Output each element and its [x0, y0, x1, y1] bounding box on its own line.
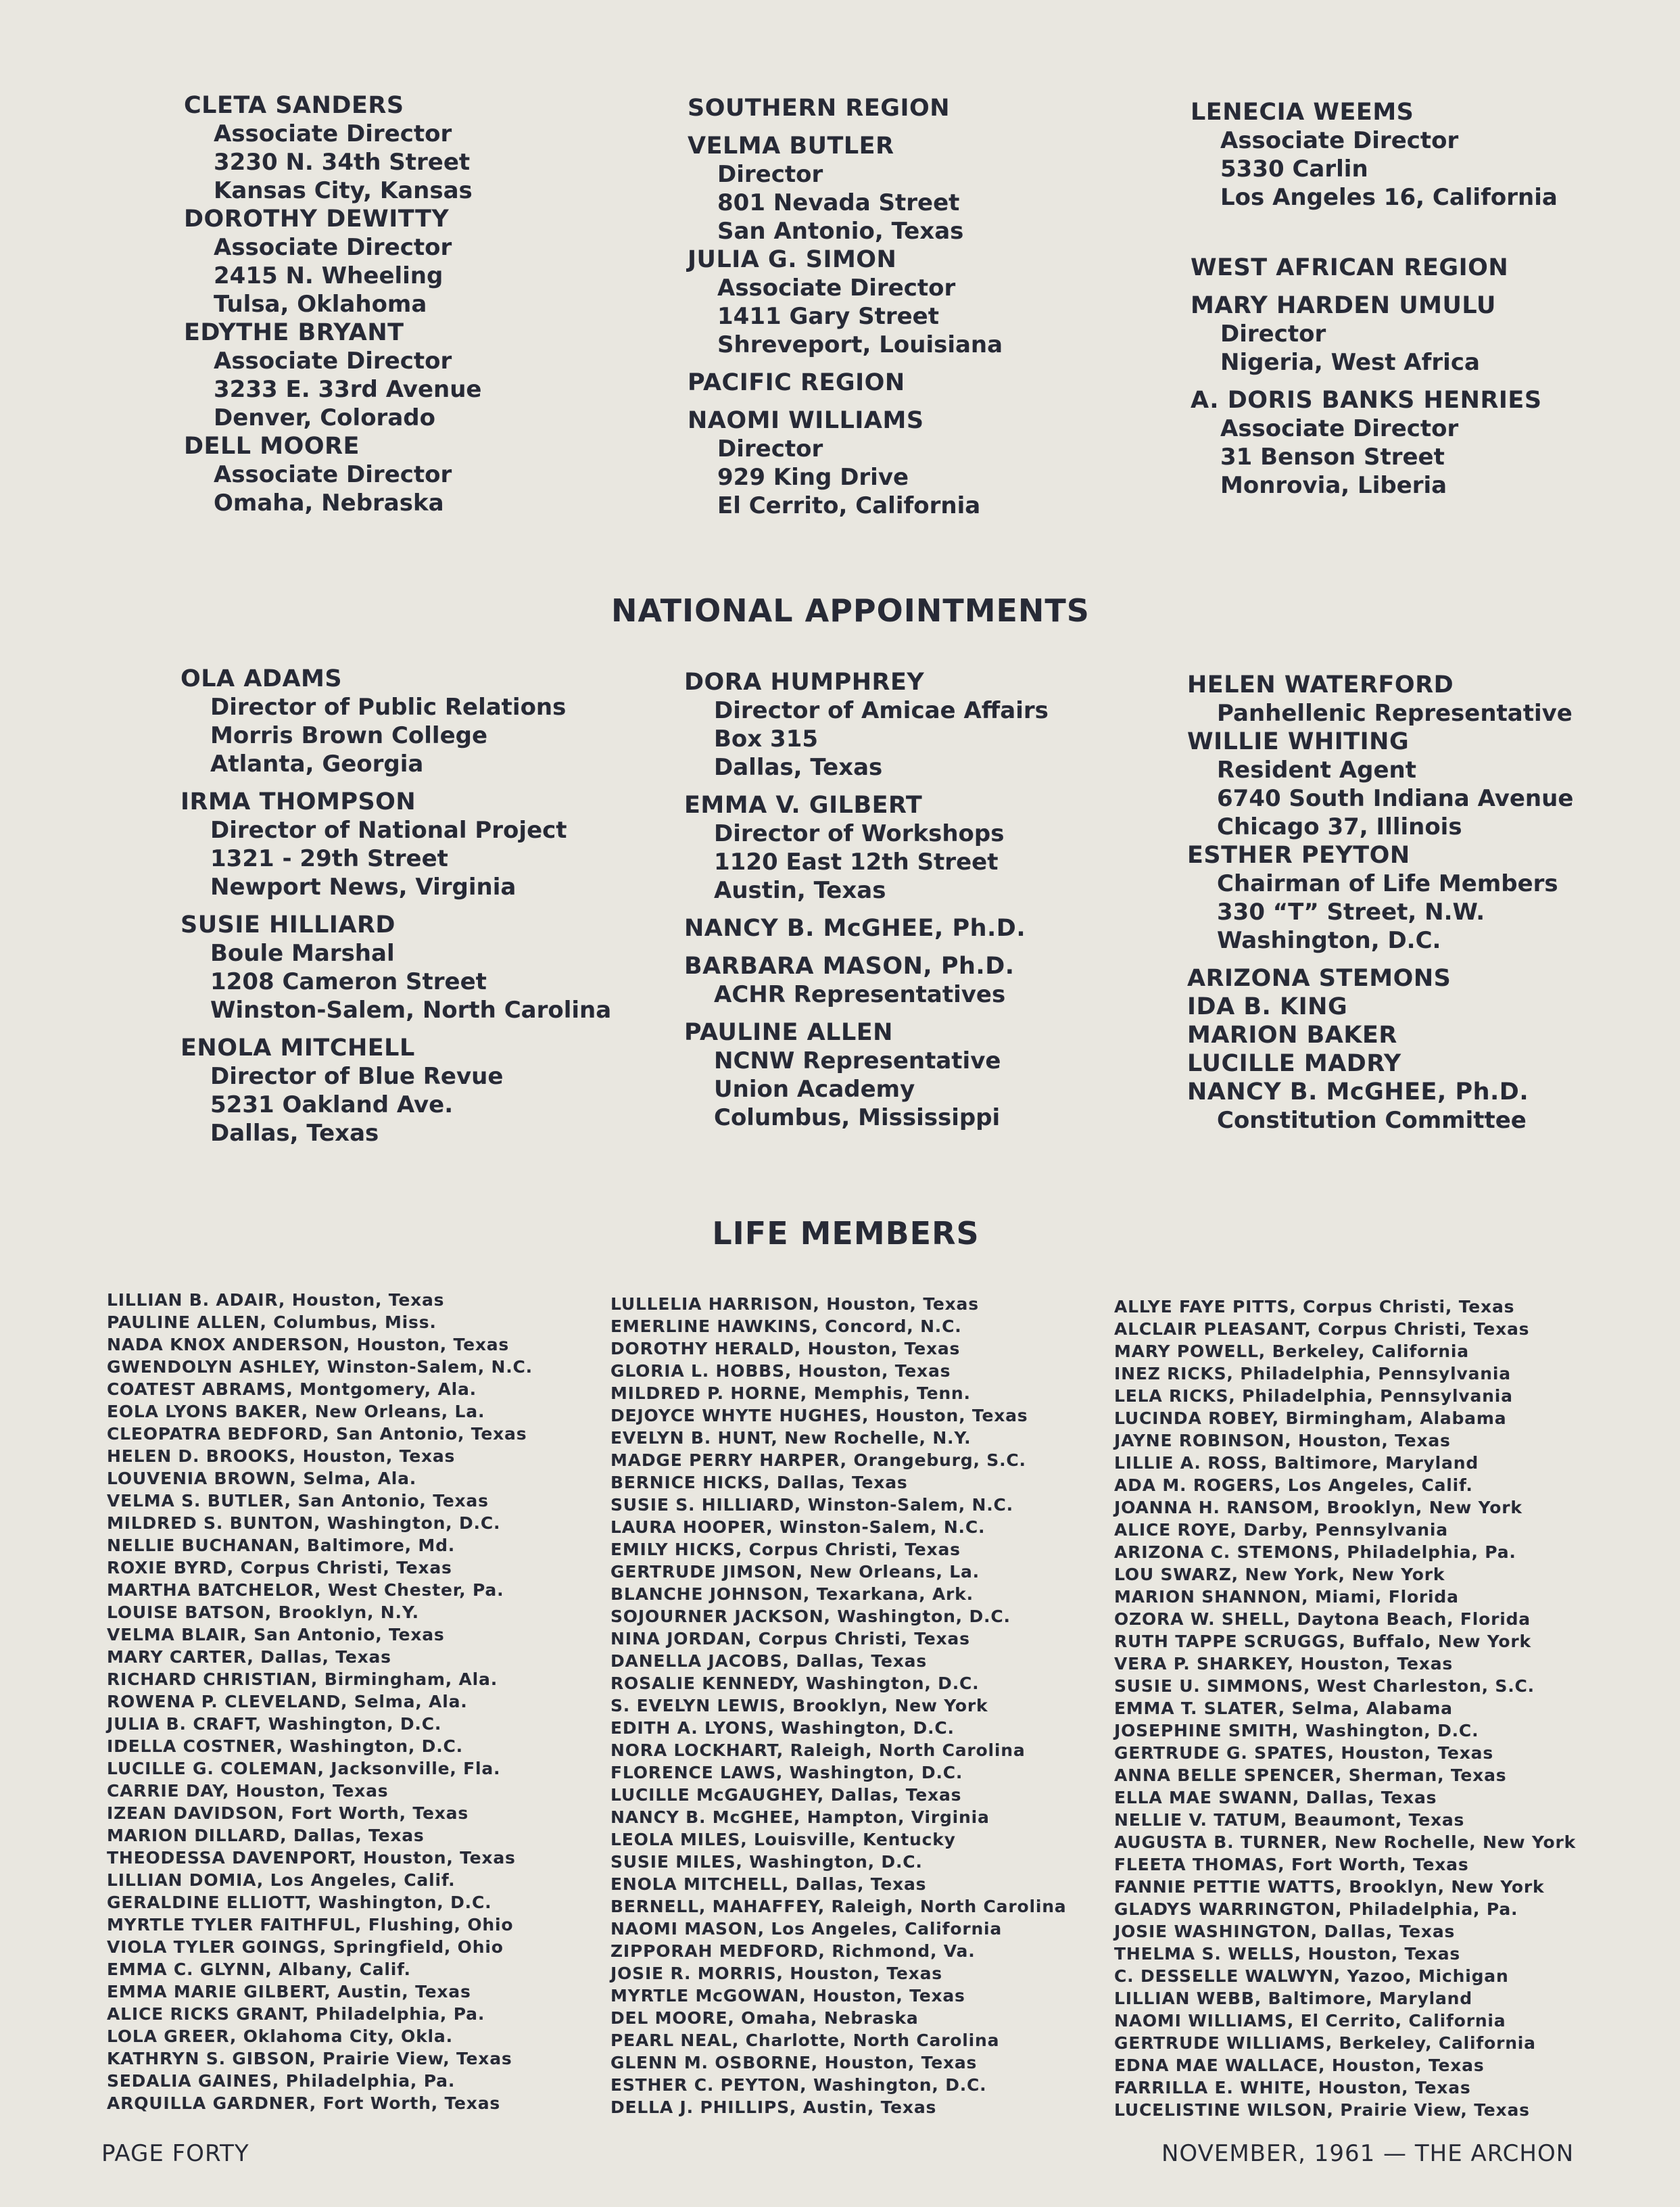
life-member-entry: SUSIE S. HILLIARD, Winston-Salem, N.C.	[610, 1495, 1013, 1515]
life-member-entry: EDNA MAE WALLACE, Houston, Texas	[1114, 2056, 1485, 2075]
life-member-entry: IZEAN DAVIDSON, Fort Worth, Texas	[107, 1803, 469, 1823]
life-member-entry: LOU SWARZ, New York, New York	[1114, 1565, 1445, 1584]
life-member-entry: LILLIE A. ROSS, Baltimore, Maryland	[1114, 1453, 1479, 1473]
life-member-entry: MILDRED P. HORNE, Memphis, Tenn.	[610, 1383, 971, 1403]
life-member-entry: ALCLAIR PLEASANT, Corpus Christi, Texas	[1114, 1319, 1530, 1339]
life-member-entry: MARION SHANNON, Miami, Florida	[1114, 1587, 1459, 1607]
life-member-entry: HELEN D. BROOKS, Houston, Texas	[107, 1446, 456, 1466]
entry-detail: ACHR Representatives	[714, 981, 1006, 1008]
life-member-entry: EVELYN B. HUNT, New Rochelle, N.Y.	[610, 1428, 971, 1448]
entry-name: CLETA SANDERS	[184, 92, 404, 119]
entry-detail: Director	[1220, 321, 1326, 348]
entry-detail: Chicago 37, Illinois	[1217, 813, 1462, 840]
entry-detail: Dallas, Texas	[210, 1120, 379, 1147]
life-member-entry: COATEST ABRAMS, Montgomery, Ala.	[107, 1379, 477, 1399]
life-member-entry: FLEETA THOMAS, Fort Worth, Texas	[1114, 1855, 1469, 1874]
life-member-entry: BLANCHE JOHNSON, Texarkana, Ark.	[610, 1584, 974, 1604]
life-member-entry: MYRTLE TYLER FAITHFUL, Flushing, Ohio	[107, 1915, 514, 1935]
life-member-entry: JOSEPHINE SMITH, Washington, D.C.	[1114, 1721, 1479, 1740]
entry-detail: Shreveport, Louisiana	[717, 331, 1003, 358]
life-member-entry: ROSALIE KENNEDY, Washington, D.C.	[610, 1674, 980, 1693]
life-member-entry: LOLA GREER, Oklahoma City, Okla.	[107, 2026, 453, 2046]
entry-detail: 3230 N. 34th Street	[214, 149, 471, 176]
life-member-entry: LULLELIA HARRISON, Houston, Texas	[610, 1294, 979, 1314]
entry-detail: Tulsa, Oklahoma	[214, 291, 427, 318]
life-member-entry: SUSIE U. SIMMONS, West Charleston, S.C.	[1114, 1676, 1535, 1696]
life-member-entry: SEDALIA GAINES, Philadelphia, Pa.	[107, 2071, 456, 2091]
entry-detail: Chairman of Life Members	[1217, 870, 1558, 897]
life-member-entry: OZORA W. SHELL, Daytona Beach, Florida	[1114, 1609, 1531, 1629]
pacific-region-heading: PACIFIC REGION	[688, 369, 905, 396]
entry-detail: 5231 Oakland Ave.	[210, 1091, 454, 1118]
life-member-entry: LAURA HOOPER, Winston-Salem, N.C.	[610, 1517, 986, 1537]
life-members-title: LIFE MEMBERS	[712, 1215, 980, 1252]
entry-name: A. DORIS BANKS HENRIES	[1191, 387, 1542, 414]
entry-detail: Associate Director	[214, 461, 452, 488]
entry-name: LENECIA WEEMS	[1191, 99, 1414, 126]
life-member-entry: RUTH TAPPE SCRUGGS, Buffalo, New York	[1114, 1632, 1531, 1651]
life-member-entry: ENOLA MITCHELL, Dallas, Texas	[610, 1874, 927, 1894]
entry-name: EDYTHE BRYANT	[184, 319, 404, 346]
life-member-entry: CARRIE DAY, Houston, Texas	[107, 1781, 389, 1801]
west-african-region-list	[1191, 291, 1558, 500]
entry-detail: 1411 Gary Street	[717, 303, 939, 330]
entry-name: DELL MOORE	[184, 433, 360, 460]
entry-detail: 1321 - 29th Street	[210, 845, 448, 872]
life-member-entry: NELLIE BUCHANAN, Baltimore, Md.	[107, 1536, 456, 1555]
life-member-entry: NINA JORDAN, Corpus Christi, Texas	[610, 1629, 970, 1648]
life-member-entry: EDITH A. LYONS, Washington, D.C.	[610, 1718, 955, 1738]
entry-detail: 5330 Carlin	[1220, 156, 1368, 183]
entry-name: WILLIE WHITING	[1187, 728, 1410, 755]
life-member-entry: VERA P. SHARKEY, Houston, Texas	[1114, 1654, 1454, 1674]
entry-detail: Director of Workshops	[714, 820, 1005, 847]
entry-name: OLA ADAMS	[181, 665, 343, 692]
life-member-entry: LUCILLE McGAUGHEY, Dallas, Texas	[610, 1785, 962, 1805]
entry-detail: 330 “T” Street, N.W.	[1217, 899, 1485, 926]
life-member-entry: ALLYE FAYE PITTS, Corpus Christi, Texas	[1114, 1297, 1515, 1316]
entry-detail: Director of Public Relations	[210, 694, 567, 721]
life-member-entry: DANELLA JACOBS, Dallas, Texas	[610, 1651, 927, 1671]
life-member-entry: ROWENA P. CLEVELAND, Selma, Ala.	[107, 1692, 468, 1711]
life-member-entry: BERNICE HICKS, Dallas, Texas	[610, 1473, 908, 1492]
entry-name: ESTHER PEYTON	[1187, 842, 1410, 869]
entry-detail: Associate Director	[1220, 127, 1459, 154]
entry-detail: 1120 East 12th Street	[714, 849, 999, 876]
life-member-entry: ARQUILLA GARDNER, Fort Worth, Texas	[107, 2093, 501, 2113]
life-member-entry: ZIPPORAH MEDFORD, Richmond, Va.	[610, 1941, 976, 1961]
life-member-entry: JAYNE ROBINSON, Houston, Texas	[1114, 1431, 1451, 1450]
life-member-entry: ELLA MAE SWANN, Dallas, Texas	[1114, 1788, 1437, 1807]
entry-detail: Omaha, Nebraska	[214, 490, 444, 517]
issue-date: NOVEMBER, 1961 — THE ARCHON	[1161, 2140, 1575, 2167]
entry-name: NANCY B. McGHEE, Ph.D.	[684, 915, 1026, 942]
life-member-entry: NADA KNOX ANDERSON, Houston, Texas	[107, 1335, 510, 1354]
life-member-entry: LOUVENIA BROWN, Selma, Ala.	[107, 1469, 417, 1488]
national-appointments-title: NATIONAL APPOINTMENTS	[611, 592, 1090, 629]
entry-detail: 801 Nevada Street	[717, 189, 960, 216]
life-member-entry: LILLIAN WEBB, Baltimore, Maryland	[1114, 1989, 1472, 2008]
entry-detail: Columbus, Mississippi	[714, 1104, 1001, 1131]
entry-detail: San Antonio, Texas	[717, 218, 964, 245]
entry-detail: 3233 E. 33rd Avenue	[214, 376, 482, 403]
entry-detail: Director	[717, 435, 823, 462]
life-member-entry: C. DESSELLE WALWYN, Yazoo, Michigan	[1114, 1966, 1509, 1986]
entry-detail: Denver, Colorado	[214, 404, 435, 431]
regional-column-3	[1191, 98, 1558, 500]
life-member-entry: LEOLA MILES, Louisville, Kentucky	[610, 1830, 956, 1849]
entry-detail: Director of Blue Revue	[210, 1063, 504, 1090]
life-member-entry: MARION DILLARD, Dallas, Texas	[107, 1826, 425, 1845]
committee-member: ARIZONA STEMONS	[1187, 965, 1451, 992]
committee-member: MARION BAKER	[1187, 1022, 1397, 1049]
life-member-entry: NELLIE V. TATUM, Beaumont, Texas	[1114, 1810, 1465, 1830]
entry-detail: Associate Director	[717, 275, 956, 302]
life-member-entry: SOJOURNER JACKSON, Washington, D.C.	[610, 1607, 1011, 1626]
entry-detail: Kansas City, Kansas	[214, 177, 473, 204]
entry-detail: Dallas, Texas	[714, 754, 883, 781]
national-column-3-list	[1187, 671, 1573, 955]
life-member-entry: NANCY B. McGHEE, Hampton, Virginia	[610, 1807, 990, 1827]
southern-region-heading: SOUTHERN REGION	[688, 95, 951, 122]
life-member-entry: INEZ RICKS, Philadelphia, Pennsylvania	[1114, 1364, 1511, 1383]
entry-detail: 6740 South Indiana Avenue	[1217, 785, 1574, 812]
entry-name: NAOMI WILLIAMS	[688, 407, 924, 434]
life-member-entry: DEJOYCE WHYTE HUGHES, Houston, Texas	[610, 1406, 1028, 1425]
life-member-entry: DEL MOORE, Omaha, Nebraska	[610, 2008, 919, 2028]
life-member-entry: FARRILLA E. WHITE, Houston, Texas	[1114, 2078, 1471, 2097]
entry-name: PAULINE ALLEN	[684, 1019, 893, 1046]
life-member-entry: FANNIE PETTIE WATTS, Brooklyn, New York	[1114, 1877, 1545, 1897]
entry-detail: Winston-Salem, North Carolina	[210, 997, 612, 1024]
entry-detail: 929 King Drive	[717, 464, 909, 491]
committee-member: NANCY B. McGHEE, Ph.D.	[1187, 1078, 1529, 1106]
life-member-entry: JOANNA H. RANSOM, Brooklyn, New York	[1114, 1498, 1522, 1517]
west-african-region-heading: WEST AFRICAN REGION	[1191, 254, 1509, 281]
life-member-entry: RICHARD CHRISTIAN, Birmingham, Ala.	[107, 1669, 498, 1689]
life-member-entry: FLORENCE LAWS, Washington, D.C.	[610, 1763, 963, 1782]
entry-detail: Boule Marshal	[210, 940, 395, 967]
entry-name: MARY HARDEN UMULU	[1191, 292, 1496, 319]
life-member-entry: MARY POWELL, Berkeley, California	[1114, 1342, 1469, 1361]
entry-name: IRMA THOMPSON	[181, 788, 416, 815]
life-member-entry: MARY CARTER, Dallas, Texas	[107, 1647, 391, 1667]
life-member-entry: THEODESSA DAVENPORT, Houston, Texas	[107, 1848, 516, 1868]
entry-name: DORA HUMPHREY	[684, 669, 925, 696]
entry-detail: 2415 N. Wheeling	[214, 262, 443, 289]
pacific-region-list	[688, 406, 1003, 520]
entry-detail: Director of Amicae Affairs	[714, 697, 1049, 724]
entry-detail: El Cerrito, California	[717, 492, 981, 519]
life-member-entry: THELMA S. WELLS, Houston, Texas	[1114, 1944, 1461, 1964]
entry-detail: Morris Brown College	[210, 722, 488, 749]
life-member-entry: ALICE RICKS GRANT, Philadelphia, Pa.	[107, 2004, 485, 2024]
entry-detail: Atlanta, Georgia	[210, 751, 424, 778]
entry-detail: Associate Director	[1220, 415, 1459, 442]
life-member-entry: VIOLA TYLER GOINGS, Springfield, Ohio	[107, 1937, 504, 1957]
life-member-entry: S. EVELYN LEWIS, Brooklyn, New York	[610, 1696, 988, 1715]
regional-column-2	[688, 94, 1003, 520]
life-member-entry: SUSIE MILES, Washington, D.C.	[610, 1852, 923, 1872]
life-member-entry: ESTHER C. PEYTON, Washington, D.C.	[610, 2075, 987, 2095]
life-member-entry: GLADYS WARRINGTON, Philadelphia, Pa.	[1114, 1899, 1518, 1919]
life-member-entry: LOUISE BATSON, Brooklyn, N.Y.	[107, 1603, 419, 1622]
life-members-column-3	[1114, 1296, 1576, 2121]
life-member-entry: GLENN M. OSBORNE, Houston, Texas	[610, 2053, 978, 2072]
entry-detail: Monrovia, Liberia	[1220, 472, 1447, 499]
entry-detail: Associate Director	[214, 120, 452, 147]
entry-detail: Director	[717, 161, 823, 188]
entry-detail: Box 315	[714, 726, 819, 753]
life-members-column-1	[107, 1289, 533, 2114]
life-member-entry: IDELLA COSTNER, Washington, D.C.	[107, 1736, 463, 1756]
constitution-committee-list	[1187, 964, 1573, 1106]
entry-name: ENOLA MITCHELL	[181, 1035, 415, 1062]
entry-detail: Los Angeles 16, California	[1220, 184, 1558, 211]
entry-name: EMMA V. GILBERT	[684, 792, 923, 819]
entry-detail: Panhellenic Representative	[1217, 700, 1573, 727]
life-member-entry: GERTRUDE JIMSON, New Orleans, La.	[610, 1562, 980, 1582]
committee-member: IDA B. KING	[1187, 993, 1348, 1020]
life-member-entry: MYRTLE McGOWAN, Houston, Texas	[610, 1986, 965, 2006]
entry-name: DOROTHY DEWITTY	[184, 206, 450, 233]
entry-name: JULIA G. SIMON	[688, 246, 897, 273]
entry-detail: NCNW Representative	[714, 1047, 1001, 1074]
entry-detail: 1208 Cameron Street	[210, 968, 487, 995]
life-member-entry: ADA M. ROGERS, Los Angeles, Calif.	[1114, 1475, 1473, 1495]
life-member-entry: ANNA BELLE SPENCER, Sherman, Texas	[1114, 1765, 1507, 1785]
life-member-entry: JOSIE WASHINGTON, Dallas, Texas	[1114, 1922, 1456, 1941]
life-member-entry: GERTRUDE WILLIAMS, Berkeley, California	[1114, 2033, 1536, 2053]
entry-name: SUSIE HILLIARD	[181, 911, 395, 939]
entry-detail: Washington, D.C.	[1217, 927, 1441, 954]
entry-detail: Austin, Texas	[714, 877, 886, 904]
entry-detail: Associate Director	[214, 348, 452, 375]
life-member-entry: DELLA J. PHILLIPS, Austin, Texas	[610, 2097, 937, 2117]
life-member-entry: ALICE ROYE, Darby, Pennsylvania	[1114, 1520, 1448, 1540]
life-member-entry: EMMA MARIE GILBERT, Austin, Texas	[107, 1982, 471, 2001]
life-member-entry: KATHRYN S. GIBSON, Prairie View, Texas	[107, 2049, 512, 2068]
national-column-1	[181, 665, 611, 1147]
southern-region-list	[688, 132, 1003, 359]
life-member-entry: MARTHA BATCHELOR, West Chester, Pa.	[107, 1580, 504, 1600]
life-member-entry: JOSIE R. MORRIS, Houston, Texas	[610, 1964, 942, 1983]
life-member-entry: NAOMI MASON, Los Angeles, California	[610, 1919, 1003, 1939]
life-member-entry: LUCELISTINE WILSON, Prairie View, Texas	[1114, 2100, 1530, 2120]
entry-detail: Director of National Project	[210, 817, 567, 844]
life-members-column-2	[610, 1293, 1066, 2118]
committee-member: LUCILLE MADRY	[1187, 1050, 1401, 1077]
entry-name: VELMA BUTLER	[688, 133, 894, 160]
regional-column-1	[184, 91, 482, 517]
national-column-2	[684, 668, 1049, 1132]
life-member-entry: GWENDOLYN ASHLEY, Winston-Salem, N.C.	[107, 1357, 533, 1377]
life-member-entry: PAULINE ALLEN, Columbus, Miss.	[107, 1312, 437, 1332]
life-member-entry: VELMA BLAIR, San Antonio, Texas	[107, 1625, 445, 1644]
life-member-entry: BERNELL, MAHAFFEY, Raleigh, North Carolina	[610, 1897, 1067, 1916]
life-member-entry: MILDRED S. BUNTON, Washington, D.C.	[107, 1513, 501, 1533]
life-member-entry: PEARL NEAL, Charlotte, North Carolina	[610, 2031, 1000, 2050]
life-member-entry: JULIA B. CRAFT, Washington, D.C.	[107, 1714, 442, 1734]
life-member-entry: NAOMI WILLIAMS, El Cerrito, California	[1114, 2011, 1506, 2031]
life-member-entry: LILLIAN B. ADAIR, Houston, Texas	[107, 1290, 445, 1310]
entry-name: HELEN WATERFORD	[1187, 671, 1454, 698]
entry-detail: Resident Agent	[1217, 757, 1416, 784]
life-member-entry: AUGUSTA B. TURNER, New Rochelle, New York	[1114, 1832, 1577, 1852]
page-number: PAGE FORTY	[101, 2140, 249, 2167]
life-member-entry: LUCINDA ROBEY, Birmingham, Alabama	[1114, 1408, 1507, 1428]
life-member-entry: EMERLINE HAWKINS, Concord, N.C.	[610, 1316, 962, 1336]
life-member-entry: ROXIE BYRD, Corpus Christi, Texas	[107, 1558, 452, 1577]
entry-name: BARBARA MASON, Ph.D.	[684, 953, 1015, 980]
life-member-entry: GLORIA L. HOBBS, Houston, Texas	[610, 1361, 951, 1381]
life-member-entry: EMILY HICKS, Corpus Christi, Texas	[610, 1540, 961, 1559]
life-member-entry: EMMA C. GLYNN, Albany, Calif.	[107, 1960, 411, 1979]
entry-detail: 31 Benson Street	[1220, 444, 1445, 471]
national-column-3	[1187, 671, 1573, 1135]
life-member-entry: CLEOPATRA BEDFORD, San Antonio, Texas	[107, 1424, 527, 1444]
entry-detail: Nigeria, West Africa	[1220, 349, 1480, 376]
entry-detail: Associate Director	[214, 234, 452, 261]
life-member-entry: LELA RICKS, Philadelphia, Pennsylvania	[1114, 1386, 1513, 1406]
life-member-entry: NORA LOCKHART, Raleigh, North Carolina	[610, 1740, 1026, 1760]
life-member-entry: MADGE PERRY HARPER, Orangeburg, S.C.	[610, 1450, 1026, 1470]
entry-detail: Union Academy	[714, 1076, 915, 1103]
life-member-entry: EOLA LYONS BAKER, New Orleans, La.	[107, 1402, 485, 1421]
entry-detail: Newport News, Virginia	[210, 874, 517, 901]
life-member-entry: EMMA T. SLATER, Selma, Alabama	[1114, 1699, 1453, 1718]
life-member-entry: LILLIAN DOMIA, Los Angeles, Calif.	[107, 1870, 456, 1890]
constitution-committee-label: Constitution Committee	[1217, 1107, 1527, 1134]
life-member-entry: GERALDINE ELLIOTT, Washington, D.C.	[107, 1893, 492, 1912]
life-member-entry: GERTRUDE G. SPATES, Houston, Texas	[1114, 1743, 1494, 1763]
life-member-entry: LUCILLE G. COLEMAN, Jacksonville, Fla.	[107, 1759, 501, 1778]
life-member-entry: VELMA S. BUTLER, San Antonio, Texas	[107, 1491, 489, 1511]
life-member-entry: DOROTHY HERALD, Houston, Texas	[610, 1339, 961, 1358]
life-member-entry: ARIZONA C. STEMONS, Philadelphia, Pa.	[1114, 1542, 1516, 1562]
regional-column-3-top-list	[1191, 98, 1558, 212]
